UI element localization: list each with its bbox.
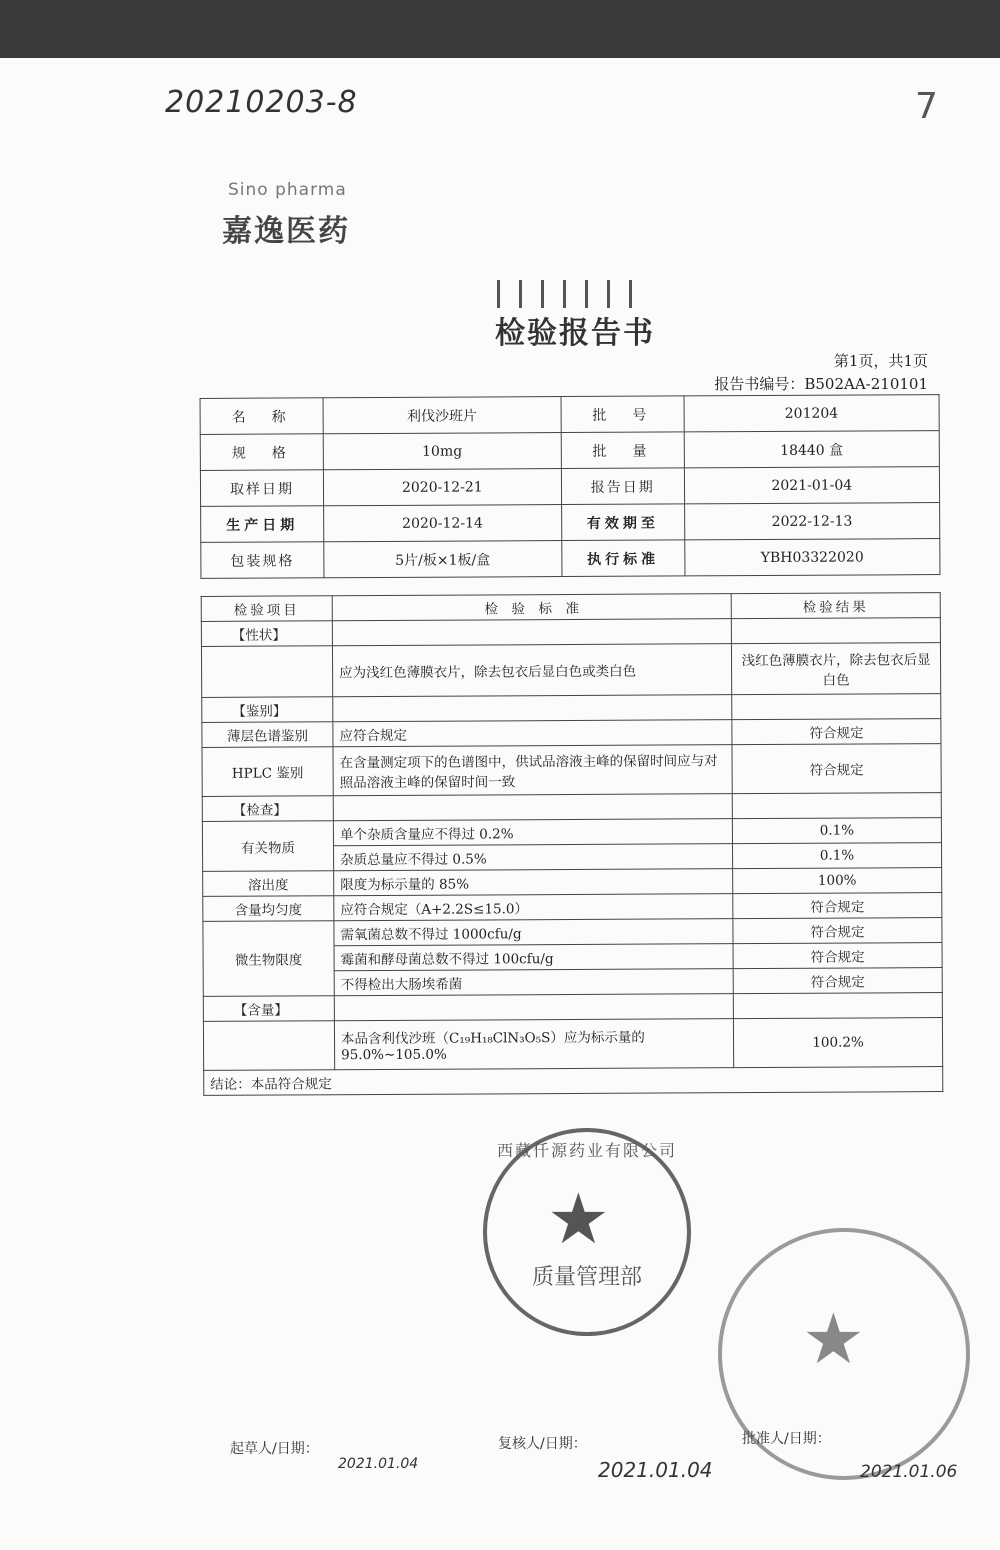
column-header-result: 检验结果 [731,593,940,619]
standard-cell: 单个杂质含量应不得过 0.2% [333,819,732,846]
result-cell: 符合规定 [733,943,942,969]
standard-cell: 应符合规定 [333,720,732,747]
conclusion: 结论：本品符合规定 [204,1067,943,1096]
stamp-company-name: 西藏仟源药业有限公司 [496,1141,677,1160]
info-label: 批 量 [561,432,684,469]
info-value: 2020-12-14 [324,505,562,542]
standard-cell: 需氧菌总数不得过 1000cfu/g [334,919,733,946]
info-value: 2021-01-04 [684,467,940,504]
star-icon: ★ [547,1178,610,1260]
handwritten-batch-note: 20210203-8 [165,85,358,120]
info-label: 包装规格 [201,542,324,579]
item-cell: 薄层色谱鉴别 [202,722,333,748]
barcode-mark [497,280,632,308]
drafter-label: 起草人/日期： [230,1441,319,1457]
item-cell: 有关物质 [202,821,333,872]
info-value: 10mg [323,433,561,470]
item-cell: 溶出度 [203,871,334,897]
section-appearance: 【性状】 [201,621,332,647]
approver-date: 2021.01.06 [860,1462,958,1482]
result-cell: 符合规定 [732,719,941,745]
info-label: 批 号 [561,396,684,433]
column-header-standard: 检 验 标 准 [332,594,731,621]
logo-english: Sino pharma [228,180,347,200]
info-label: 取样日期 [200,470,323,507]
drafter-date: 2021.01.04 [338,1456,419,1472]
result-cell: 0.1% [733,843,942,869]
standard-cell: 霉菌和酵母菌总数不得过 100cfu/g [334,944,733,971]
info-value: 5片/板×1板/盒 [324,541,562,578]
standard-cell: 应为浅红色薄膜衣片，除去包衣后显白色或类白色 [332,644,731,697]
standard-cell: 应符合规定（A+2.2S≤15.0） [334,894,733,921]
info-label: 有效期至 [561,504,684,541]
handwritten-page-mark: 7 [915,86,938,127]
star-icon: ★ [802,1298,865,1380]
info-label: 生产日期 [201,506,324,543]
result-cell: 100% [733,868,942,894]
item-cell: 微生物限度 [203,921,334,997]
info-value: 2020-12-21 [323,469,561,506]
info-label: 报告日期 [561,468,684,505]
standard-cell: 在含量测定项下的色谱图中，供试品溶液主峰的保留时间应与对照品溶液主峰的保留时间一致 [333,745,732,796]
result-cell: 符合规定 [732,744,941,794]
standard-cell: 限度为标示量的 85% [334,869,733,896]
approver-label: 批准人/日期： [742,1431,831,1447]
result-cell: 100.2% [733,1018,942,1068]
item-cell: HPLC 鉴别 [202,747,333,797]
standard-cell: 本品含利伐沙班（C₁₉H₁₈ClN₃O₅S）应为标示量的 95.0%~105.0% [334,1019,733,1070]
info-value: 18440 盒 [684,431,940,468]
logo-chinese: 嘉逸医药 [222,214,350,249]
result-cell: 浅红色薄膜衣片，除去包衣后显白色 [731,643,940,695]
product-info-table [200,394,941,579]
info-label: 执行标准 [561,540,684,577]
test-results-table [201,592,944,1096]
standard-cell: 杂质总量应不得过 0.5% [334,844,733,871]
company-stamp [483,1128,691,1336]
info-label: 名 称 [200,398,323,435]
info-value: YBH03322020 [684,539,940,576]
result-cell: 0.1% [732,818,941,844]
standard-cell: 不得检出大肠埃希菌 [334,969,733,996]
section-assay: 【含量】 [203,996,334,1022]
info-value: 2022-12-13 [684,503,940,540]
page-info: 第1页，共1页 [833,352,928,370]
item-cell: 含量均匀度 [203,896,334,922]
result-cell: 符合规定 [733,893,942,919]
info-value: 201204 [684,395,940,432]
result-cell: 符合规定 [733,918,942,944]
section-identification: 【鉴别】 [202,697,333,723]
reviewer-date: 2021.01.04 [598,1458,713,1482]
stamp-department: 质量管理部 [531,1265,642,1290]
column-header-item: 检验项目 [201,596,332,622]
reviewer-label: 复核人/日期： [498,1436,587,1452]
info-label: 规 格 [200,434,323,471]
result-cell: 符合规定 [733,968,942,994]
report-number: 报告书编号：B502AA-210101 [714,375,928,393]
info-value: 利伐沙班片 [323,397,561,434]
report-title: 检验报告书 [495,316,655,351]
section-tests: 【检查】 [202,796,333,822]
